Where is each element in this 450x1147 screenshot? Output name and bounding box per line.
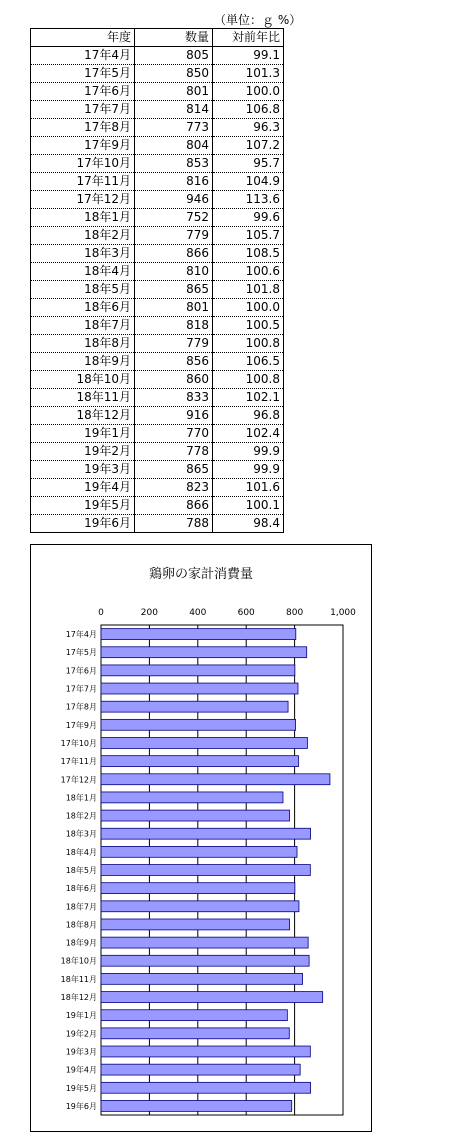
table-row — [31, 209, 284, 227]
quantity-cell: 833 — [135, 389, 213, 407]
y-category-label: 18年7月 — [65, 902, 97, 912]
chart-area — [30, 544, 372, 1132]
yoy-ratio-cell: 99.1 — [213, 47, 284, 65]
consumption-table — [30, 28, 284, 533]
table-row — [31, 389, 284, 407]
yoy-ratio-cell: 101.8 — [213, 281, 284, 299]
x-tick-label: 400 — [189, 608, 207, 618]
y-category-label: 18年12月 — [60, 993, 97, 1003]
y-category-label: 18年2月 — [65, 811, 97, 821]
month-cell: 18年4月 — [31, 263, 135, 281]
y-category-label: 18年10月 — [60, 956, 97, 966]
quantity-cell: 770 — [135, 425, 213, 443]
month-cell: 17年4月 — [31, 47, 135, 65]
month-cell: 18年9月 — [31, 353, 135, 371]
month-cell: 19年4月 — [31, 479, 135, 497]
y-category-label: 17年5月 — [65, 648, 97, 658]
month-cell: 19年1月 — [31, 425, 135, 443]
yoy-ratio-cell: 100.1 — [213, 497, 284, 515]
quantity-cell: 865 — [135, 461, 213, 479]
x-tick-label: 0 — [98, 608, 104, 618]
table-row — [31, 425, 284, 443]
y-category-label: 18年1月 — [65, 793, 97, 803]
quantity-cell: 752 — [135, 209, 213, 227]
month-cell: 17年9月 — [31, 137, 135, 155]
table-row — [31, 461, 284, 479]
month-cell: 17年10月 — [31, 155, 135, 173]
quantity-cell: 779 — [135, 335, 213, 353]
quantity-cell: 778 — [135, 443, 213, 461]
bar — [101, 846, 297, 857]
x-tick-label: 600 — [237, 608, 255, 618]
bar — [101, 774, 330, 785]
y-category-label: 18年4月 — [65, 847, 97, 857]
table-row — [31, 371, 284, 389]
y-category-label: 19年4月 — [65, 1065, 97, 1075]
yoy-ratio-cell: 96.8 — [213, 407, 284, 425]
month-cell: 19年3月 — [31, 461, 135, 479]
yoy-ratio-cell: 99.9 — [213, 461, 284, 479]
bar — [101, 683, 298, 694]
y-category-label: 17年4月 — [65, 630, 97, 640]
quantity-cell: 816 — [135, 173, 213, 191]
bar — [101, 955, 309, 966]
quantity-cell: 773 — [135, 119, 213, 137]
y-category-label: 17年11月 — [60, 757, 97, 767]
y-category-label: 17年9月 — [65, 720, 97, 730]
bar — [101, 647, 307, 658]
month-cell: 17年8月 — [31, 119, 135, 137]
table-row — [31, 47, 284, 65]
bar — [101, 1082, 311, 1093]
month-cell: 19年5月 — [31, 497, 135, 515]
quantity-cell: 866 — [135, 245, 213, 263]
quantity-cell: 801 — [135, 299, 213, 317]
unit-note: （単位：ｇ %） — [214, 13, 302, 27]
quantity-cell: 850 — [135, 65, 213, 83]
month-cell: 18年11月 — [31, 389, 135, 407]
quantity-cell: 856 — [135, 353, 213, 371]
bar — [101, 1028, 289, 1039]
quantity-cell: 946 — [135, 191, 213, 209]
y-category-label: 17年7月 — [65, 684, 97, 694]
month-cell: 17年12月 — [31, 191, 135, 209]
table-row — [31, 335, 284, 353]
yoy-ratio-cell: 102.4 — [213, 425, 284, 443]
bar — [101, 810, 290, 821]
table-row — [31, 101, 284, 119]
x-tick-label: 800 — [286, 608, 304, 618]
table-row — [31, 65, 284, 83]
table-header-cell: 年度 — [31, 29, 135, 47]
y-category-label: 18年3月 — [65, 829, 97, 839]
yoy-ratio-cell: 107.2 — [213, 137, 284, 155]
y-category-label: 19年3月 — [65, 1047, 97, 1057]
yoy-ratio-cell: 100.0 — [213, 83, 284, 101]
table-row — [31, 317, 284, 335]
table-row — [31, 281, 284, 299]
yoy-ratio-cell: 100.0 — [213, 299, 284, 317]
yoy-ratio-cell: 101.3 — [213, 65, 284, 83]
y-category-label: 19年5月 — [65, 1083, 97, 1093]
yoy-ratio-cell: 100.6 — [213, 263, 284, 281]
bar — [101, 919, 290, 930]
bar — [101, 1046, 310, 1057]
chart-title: 鶏卵の家計消費量 — [148, 567, 254, 582]
bar — [101, 901, 299, 912]
quantity-cell: 804 — [135, 137, 213, 155]
bar — [101, 738, 307, 749]
bar — [101, 1064, 300, 1075]
quantity-cell: 860 — [135, 371, 213, 389]
yoy-ratio-cell: 104.9 — [213, 173, 284, 191]
month-cell: 18年8月 — [31, 335, 135, 353]
quantity-cell: 814 — [135, 101, 213, 119]
month-cell: 18年1月 — [31, 209, 135, 227]
table-row — [31, 497, 284, 515]
bar — [101, 865, 310, 876]
table-row — [31, 245, 284, 263]
yoy-ratio-cell: 99.9 — [213, 443, 284, 461]
yoy-ratio-cell: 98.4 — [213, 515, 284, 533]
table-row — [31, 119, 284, 137]
table-row — [31, 191, 284, 209]
yoy-ratio-cell: 100.5 — [213, 317, 284, 335]
table-header-row — [31, 29, 284, 47]
table-row — [31, 263, 284, 281]
yoy-ratio-cell: 101.6 — [213, 479, 284, 497]
y-category-label: 19年6月 — [65, 1101, 97, 1111]
yoy-ratio-cell: 102.1 — [213, 389, 284, 407]
yoy-ratio-cell: 99.6 — [213, 209, 284, 227]
bar — [101, 701, 288, 712]
bar — [101, 792, 283, 803]
table-header-cell: 数量 — [135, 29, 213, 47]
quantity-cell: 801 — [135, 83, 213, 101]
bar — [101, 883, 295, 894]
yoy-ratio-cell: 113.6 — [213, 191, 284, 209]
quantity-cell: 853 — [135, 155, 213, 173]
yoy-ratio-cell: 106.5 — [213, 353, 284, 371]
month-cell: 19年6月 — [31, 515, 135, 533]
month-cell: 19年2月 — [31, 443, 135, 461]
quantity-cell: 823 — [135, 479, 213, 497]
y-category-label: 18年8月 — [65, 920, 97, 930]
month-cell: 18年10月 — [31, 371, 135, 389]
month-cell: 18年7月 — [31, 317, 135, 335]
yoy-ratio-cell: 108.5 — [213, 245, 284, 263]
x-tick-label: 1,000 — [330, 608, 356, 618]
y-category-label: 17年10月 — [60, 738, 97, 748]
month-cell: 18年2月 — [31, 227, 135, 245]
table-row — [31, 173, 284, 191]
table-row — [31, 479, 284, 497]
bar — [101, 629, 296, 640]
x-tick-label: 200 — [140, 608, 158, 618]
y-category-label: 18年9月 — [65, 938, 97, 948]
bar — [101, 828, 311, 839]
month-cell: 17年5月 — [31, 65, 135, 83]
table-header-cell: 対前年比 — [213, 29, 284, 47]
y-category-label: 18年11月 — [60, 974, 97, 984]
month-cell: 17年11月 — [31, 173, 135, 191]
table-row — [31, 353, 284, 371]
table-row — [31, 299, 284, 317]
table-row — [31, 83, 284, 101]
y-category-label: 18年6月 — [65, 884, 97, 894]
y-category-label: 18年5月 — [65, 866, 97, 875]
bar — [101, 937, 308, 948]
month-cell: 18年6月 — [31, 299, 135, 317]
y-category-label: 17年12月 — [60, 775, 97, 785]
bar-chart — [31, 545, 371, 1131]
table-row — [31, 407, 284, 425]
table-row — [31, 515, 284, 533]
table-row — [31, 155, 284, 173]
bar — [101, 756, 298, 767]
table-row — [31, 227, 284, 245]
quantity-cell: 865 — [135, 281, 213, 299]
table-row — [31, 137, 284, 155]
bar — [101, 992, 323, 1003]
quantity-cell: 788 — [135, 515, 213, 533]
month-cell: 18年5月 — [31, 281, 135, 299]
month-cell: 18年3月 — [31, 245, 135, 263]
bar — [101, 665, 295, 676]
bar — [101, 1010, 287, 1021]
y-category-label: 19年1月 — [65, 1011, 97, 1021]
month-cell: 17年7月 — [31, 101, 135, 119]
month-cell: 17年6月 — [31, 83, 135, 101]
month-cell: 18年12月 — [31, 407, 135, 425]
yoy-ratio-cell: 95.7 — [213, 155, 284, 173]
yoy-ratio-cell: 100.8 — [213, 335, 284, 353]
yoy-ratio-cell: 106.8 — [213, 101, 284, 119]
yoy-ratio-cell: 100.8 — [213, 371, 284, 389]
y-category-label: 17年8月 — [65, 702, 97, 712]
quantity-cell: 818 — [135, 317, 213, 335]
bar — [101, 1100, 292, 1111]
bar — [101, 973, 303, 984]
bar — [101, 719, 296, 730]
quantity-cell: 805 — [135, 47, 213, 65]
quantity-cell: 866 — [135, 497, 213, 515]
y-category-label: 17年6月 — [65, 666, 97, 676]
yoy-ratio-cell: 105.7 — [213, 227, 284, 245]
quantity-cell: 810 — [135, 263, 213, 281]
y-category-label: 19年2月 — [65, 1029, 97, 1039]
quantity-cell: 779 — [135, 227, 213, 245]
yoy-ratio-cell: 96.3 — [213, 119, 284, 137]
table-row — [31, 443, 284, 461]
quantity-cell: 916 — [135, 407, 213, 425]
